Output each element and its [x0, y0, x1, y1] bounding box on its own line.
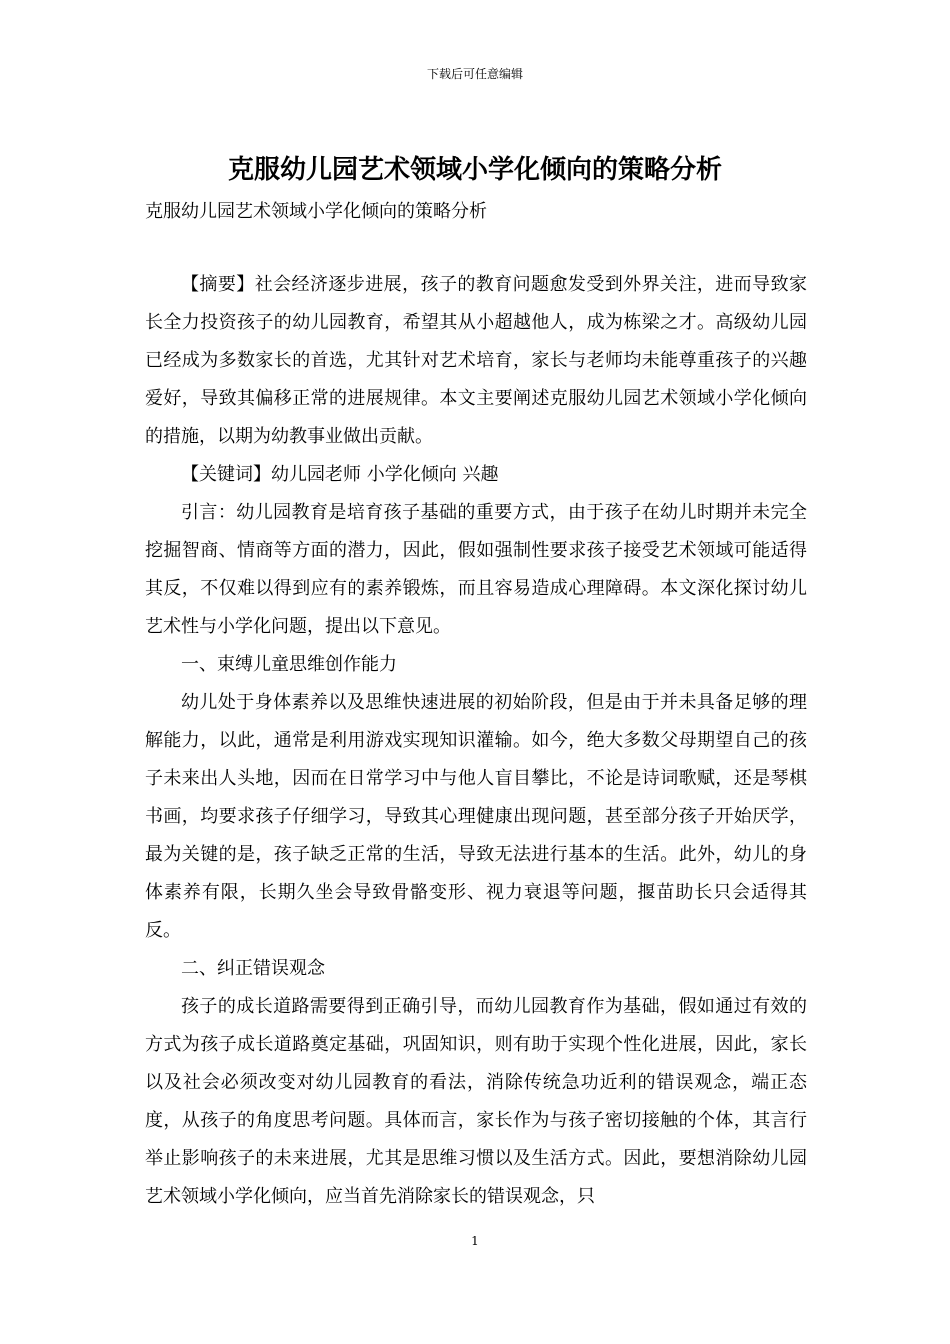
section-1-paragraph: 幼儿处于身体素养以及思维快速进展的初始阶段，但是由于并未具备足够的理解能力，以此，通常是利用游戏实现知识灌输。如今，绝大多数父母期望自己的孩子未来出人头地，因而在日常学习中与他人盲目攀比，不论是诗词歌赋，还是琴棋书画，均要求孩子仔细学习，导致其心理健康出现问题，甚至部分孩子开始厌学，最为关键的是，孩子缺乏正常的生活，导致无法进行基本的生活。此外，幼儿的身体素养有限，长期久坐会导致骨骼变形、视力衰退等问题，揠苗助长只会适得其反。 — [145, 692, 807, 941]
keywords-paragraph: 【关键词】幼儿园老师 小学化倾向 兴趣 — [181, 464, 499, 485]
page-number: 1 — [471, 1234, 479, 1248]
section-2-paragraph: 孩子的成长道路需要得到正确引导，而幼儿园教育作为基础，假如通过有效的方式为孩子成长道路奠定基础，巩固知识，则有助于实现个性化进展，因此，家长以及社会必须改变对幼儿园教育的看法，消除传统急功近利的错误观念，端正态度，从孩子的角度思考问题。具体而言，家长作为与孩子密切接触的个体，其言行举止影响孩子的未来进展，尤其是思维习惯以及生活方式。因此，要想消除幼儿园艺术领域小学化倾向，应当首先消除家长的错误观念，只 — [145, 996, 807, 1207]
section-heading-1: 一、束缚儿童思维创作能力 — [181, 654, 397, 675]
section-heading-2: 二、纠正错误观念 — [181, 958, 325, 979]
document-body — [145, 266, 807, 1216]
introduction-paragraph: 引言：幼儿园教育是培育孩子基础的重要方式，由于孩子在幼儿时期并未完全挖掘智商、情商等方面的潜力，因此，假如强制性要求孩子接受艺术领域可能适得其反，不仅难以得到应有的素养锻炼，而且容易造成心理障碍。本文深化探讨幼儿艺术性与小学化问题，提出以下意见。 — [145, 502, 807, 637]
header-note: 下载后可任意编辑 — [426, 67, 523, 81]
document-subtitle: 克服幼儿园艺术领域小学化倾向的策略分析 — [145, 201, 487, 222]
document-title: 克服幼儿园艺术领域小学化倾向的策略分析 — [227, 155, 722, 185]
abstract-paragraph: 【摘要】社会经济逐步进展，孩子的教育问题愈发受到外界关注，进而导致家长全力投资孩子的幼儿园教育，希望其从小超越他人，成为栋梁之才。高级幼儿园已经成为多数家长的首选，尤其针对艺术培育，家长与老师均未能尊重孩子的兴趣爱好，导致其偏移正常的进展规律。本文主要阐述克服幼儿园艺术领域小学化倾向的措施，以期为幼教事业做出贡献。 — [145, 274, 807, 447]
